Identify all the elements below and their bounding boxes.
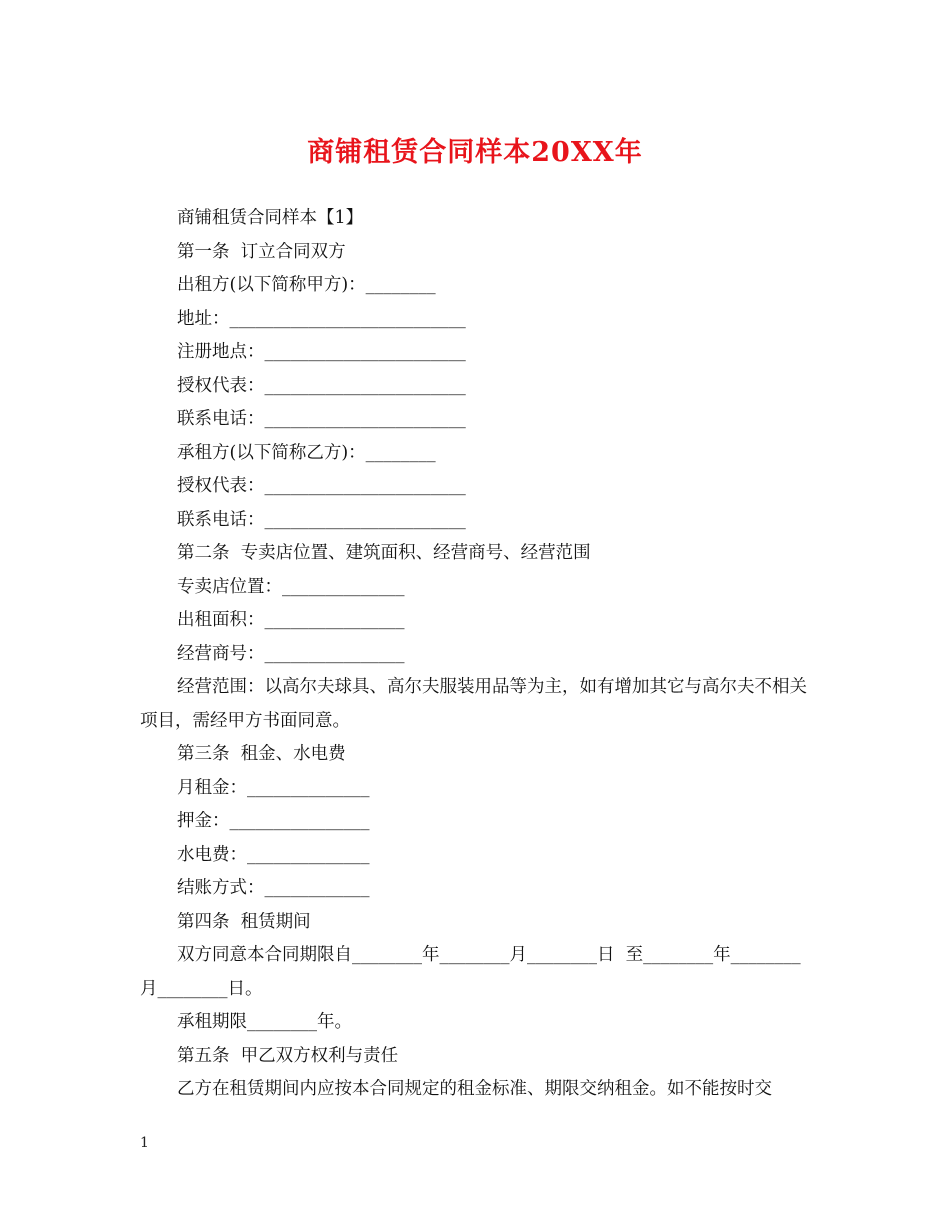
article-two-heading: 第二条 专卖店位置、建筑面积、经营商号、经营范围 (177, 543, 591, 563)
business-name-line: 经营商号：________________ (177, 643, 405, 664)
lessee-line: 承租方(以下简称乙方)：________ (177, 442, 436, 463)
paragraph-section-heading: 商铺租赁合同样本【1】 (177, 208, 364, 228)
lessor-representative-line: 授权代表：_______________________ (177, 375, 466, 396)
lessee-representative-line: 授权代表：_______________________ (177, 476, 466, 496)
registered-place-line: 注册地点：_______________________ (177, 342, 466, 362)
article-five-heading: 第五条 甲乙双方权利与责任 (177, 1045, 399, 1066)
address-line: 地址：___________________________ (177, 308, 466, 329)
document-title: 商铺租赁合同样本20XX年 (307, 137, 643, 168)
rent-payment-paragraph: 乙方在租赁期间内应按本合同规定的租金标准、期限交纳租金。如不能按时交 (177, 1079, 772, 1099)
lease-term-line: 承租期限________年。 (177, 1012, 352, 1032)
settlement-method-line: 结账方式：____________ (177, 878, 370, 898)
rental-area-line: 出租面积：________________ (177, 610, 405, 630)
lessor-line: 出租方(以下简称甲方)：________ (177, 275, 436, 295)
article-four-heading: 第四条 租赁期间 (177, 911, 311, 932)
article-one-heading: 第一条 订立合同双方 (177, 241, 346, 262)
monthly-rent-line: 月租金：______________ (177, 777, 370, 798)
page-number: 1 (140, 1135, 149, 1151)
document-body (140, 202, 812, 1107)
store-location-line: 专卖店位置：______________ (177, 576, 405, 597)
lessor-phone-line: 联系电话：_______________________ (177, 409, 466, 429)
business-scope-paragraph: 经营范围：以高尔夫球具、高尔夫服装用品等为主，如有增加其它与高尔夫不相关项目，需经甲方书面同意。 (140, 677, 807, 731)
deposit-line: 押金：________________ (177, 811, 370, 831)
term-period-paragraph: 双方同意本合同期限自________年________月________日 至________年________月________日。 (140, 945, 801, 999)
lessee-phone-line: 联系电话：_______________________ (177, 509, 466, 530)
article-three-heading: 第三条 租金、水电费 (177, 744, 346, 764)
utilities-line: 水电费：______________ (177, 844, 370, 865)
